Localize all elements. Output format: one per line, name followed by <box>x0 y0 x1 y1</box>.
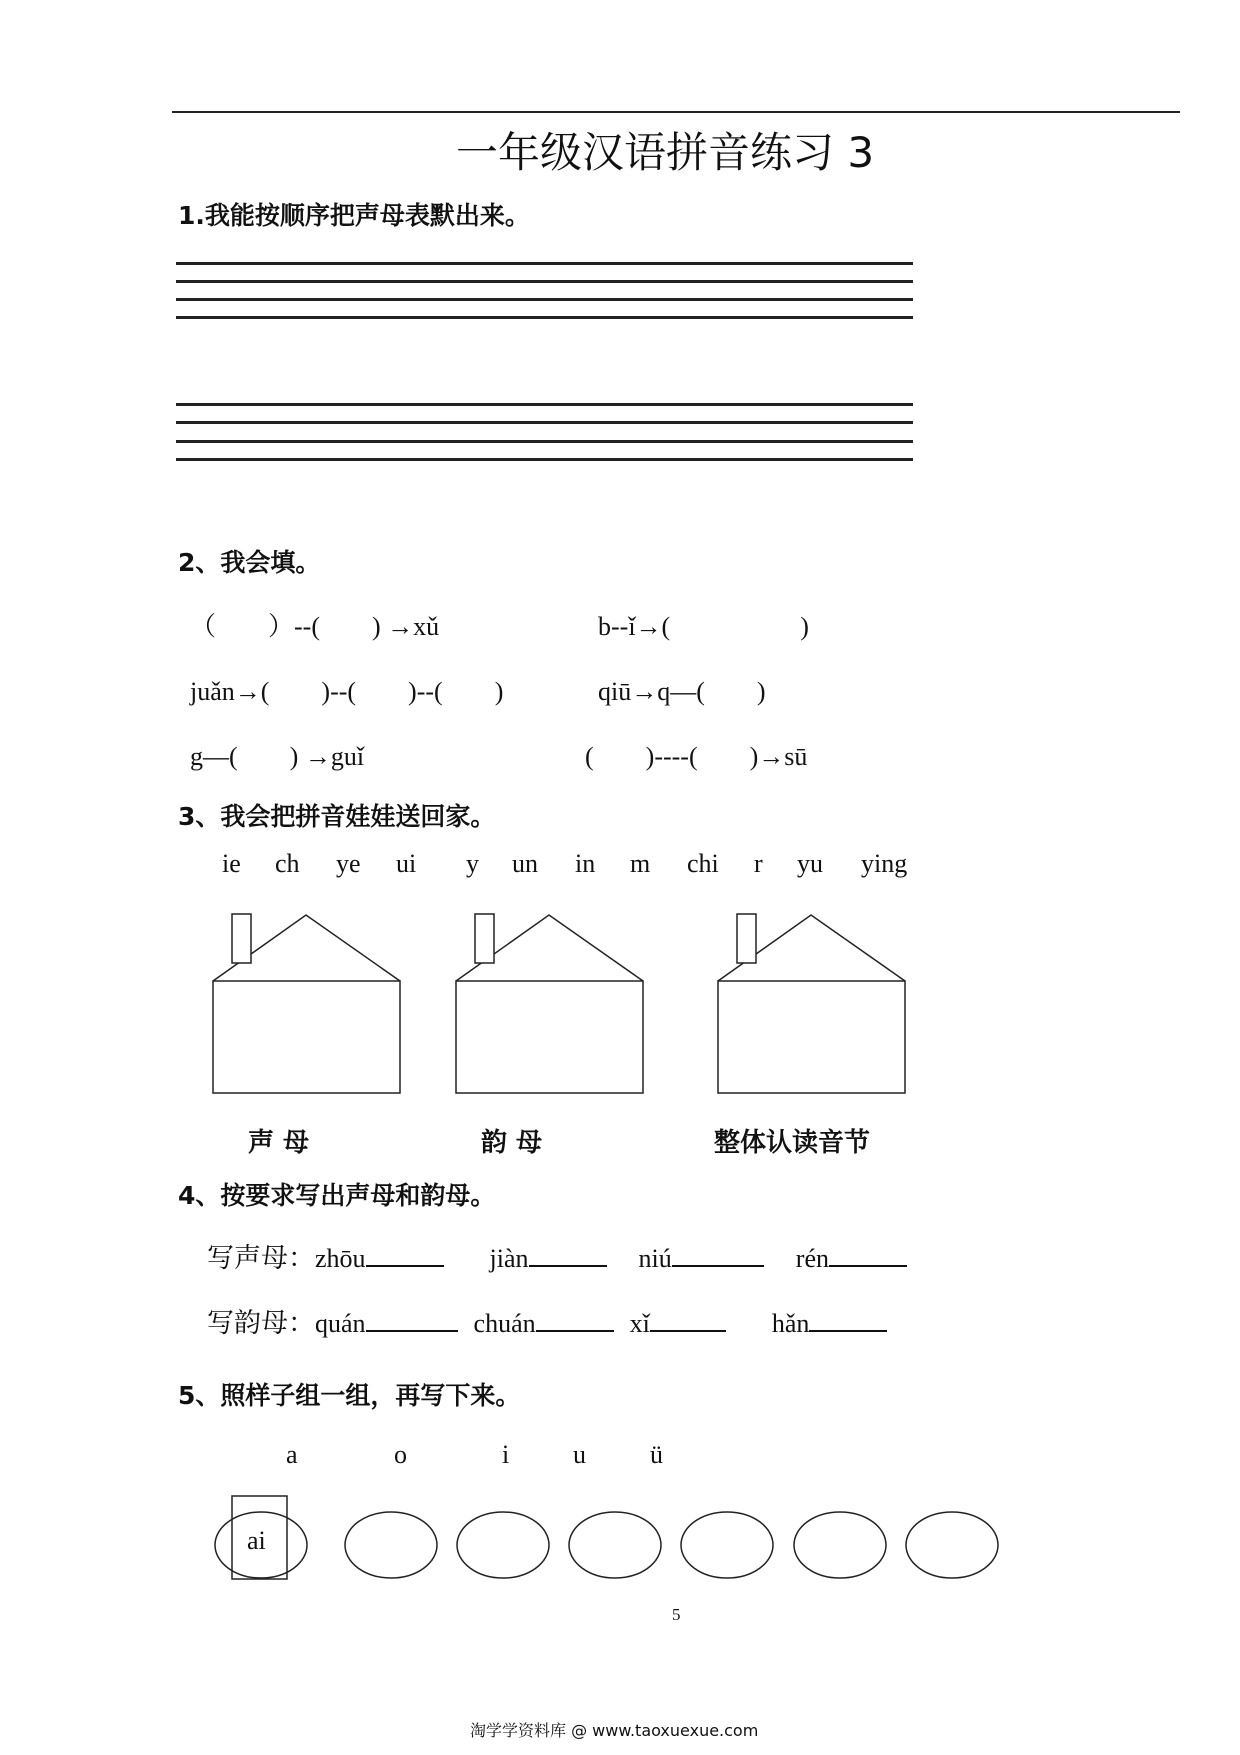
syllable: xǐ <box>629 1309 650 1338</box>
syllable: chuán <box>473 1309 536 1338</box>
house-yunmu <box>456 914 643 1093</box>
answer-blank[interactable] <box>809 1308 887 1332</box>
syllable: yu <box>797 849 823 878</box>
page-title: 一年级汉语拼音练习 3 <box>456 128 875 177</box>
q1-heading: 1.我能按顺序把声母表默出来。 <box>178 201 530 230</box>
fill-row-1-right: b--ǐ→( ) <box>598 612 809 641</box>
vowel: i <box>502 1440 510 1469</box>
q3-heading: 3、我会把拼音娃娃送回家。 <box>178 802 496 831</box>
q2-heading: 2、我会填。 <box>178 548 321 577</box>
q4-heading: 4、按要求写出声母和韵母。 <box>178 1181 496 1210</box>
fill-row-1-left: （ ）--( ) →xǔ <box>190 612 440 641</box>
answer-blank[interactable] <box>672 1243 764 1267</box>
house-label-zhengti: 整体认读音节 <box>714 1128 871 1158</box>
syllable: quán <box>315 1309 366 1338</box>
syllable: jiàn <box>489 1244 529 1273</box>
syllable: ie <box>222 849 241 878</box>
house-label-shengmu: 声 母 <box>248 1128 310 1158</box>
vowel: u <box>573 1440 586 1469</box>
row-label: 写韵母： <box>207 1308 315 1339</box>
syllable: niú <box>638 1244 672 1273</box>
answer-blank[interactable] <box>366 1243 444 1267</box>
syllable: ch <box>275 849 300 878</box>
syllable: un <box>512 849 538 878</box>
house-zhengti <box>718 914 905 1093</box>
house-shengmu <box>213 914 400 1093</box>
syllable: hǎn <box>771 1309 810 1338</box>
answer-blank[interactable] <box>366 1308 458 1332</box>
example-answer: ai <box>247 1526 266 1555</box>
q4-row-2 <box>207 1301 887 1340</box>
fill-row-3-right: ( )----( )→sū <box>585 742 808 771</box>
answer-blank[interactable] <box>650 1308 726 1332</box>
house-label-yunmu: 韵 母 <box>481 1128 543 1158</box>
vowel: ü <box>650 1440 663 1469</box>
answer-blank[interactable] <box>536 1308 614 1332</box>
syllable: y <box>466 849 479 878</box>
syllable: in <box>575 849 596 878</box>
page-number: 5 <box>672 1605 681 1624</box>
fill-row-2-right: qiū→q—( ) <box>598 677 766 706</box>
answer-blank[interactable] <box>529 1243 607 1267</box>
row-label: 写声母： <box>207 1243 315 1274</box>
q4-row-1 <box>207 1236 907 1275</box>
fill-row-2-left: juǎn→( )--( )--( ) <box>190 677 504 706</box>
syllable: chi <box>687 849 719 878</box>
vowel: o <box>394 1440 407 1469</box>
fill-row-3-left: g—( ) →guǐ <box>190 742 365 771</box>
q5-heading: 5、照样子组一组，再写下来。 <box>178 1381 521 1410</box>
answer-ovals <box>215 1496 998 1579</box>
answer-blank[interactable] <box>829 1243 907 1267</box>
syllable: ui <box>396 849 417 878</box>
syllable: m <box>630 849 651 878</box>
vowel: a <box>286 1440 298 1469</box>
syllable: zhōu <box>315 1244 366 1273</box>
syllable: ye <box>336 849 361 878</box>
syllable: r <box>754 849 763 878</box>
syllable: rén <box>795 1244 829 1273</box>
footer-watermark: 淘学学资料库 @ www.taoxuexue.com <box>470 1721 759 1740</box>
syllable: ying <box>861 849 908 878</box>
